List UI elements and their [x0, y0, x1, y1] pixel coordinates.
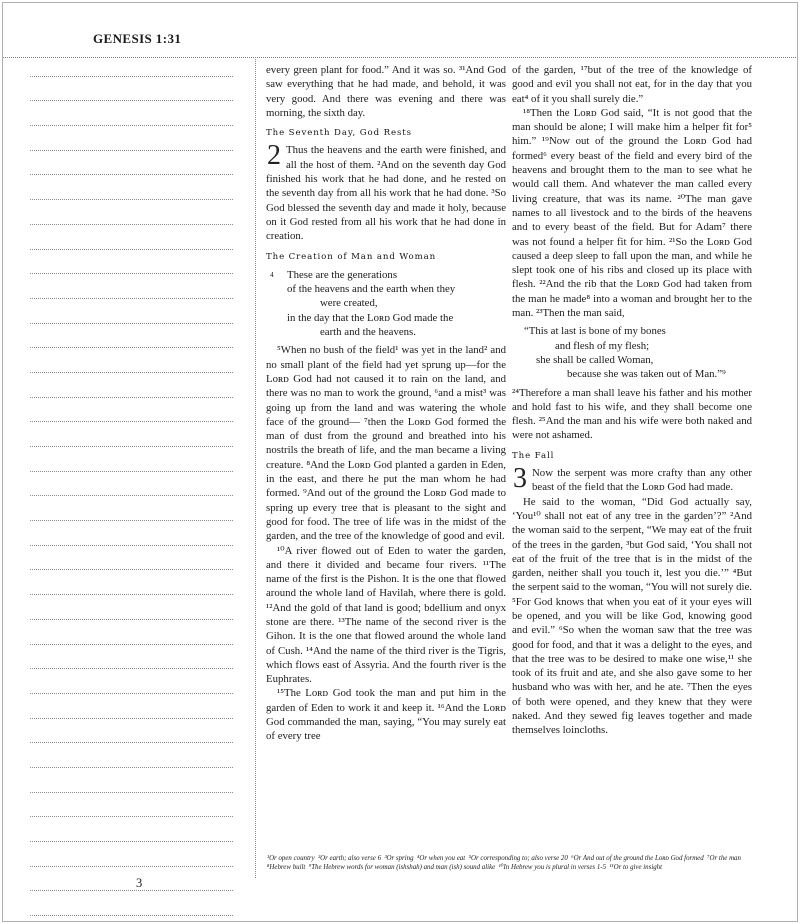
journal-ruled-line: [30, 719, 233, 744]
journal-ruled-line: [30, 52, 233, 77]
journal-ruled-line: [30, 891, 233, 916]
running-head: GENESIS 1:31: [93, 31, 182, 46]
text-column-right: [512, 63, 752, 738]
footnote-ref: ⁵: [468, 855, 472, 862]
journal-ruled-line: [30, 842, 233, 867]
journal-ruled-line: [30, 151, 233, 176]
footnote-ref: ¹: [267, 855, 270, 862]
chapter-number: 3: [513, 463, 527, 495]
journal-ruled-line: [30, 348, 233, 373]
poetry-line: These are the generations: [287, 268, 398, 281]
footnote: ²Or earth; also verse 6: [318, 855, 382, 862]
page-number: 3: [136, 876, 143, 890]
footnote-ref: ¹¹: [609, 864, 614, 871]
journal-ruled-line: [30, 496, 233, 521]
journal-ruled-line: [30, 299, 233, 324]
footnote-ref: ⁶: [571, 855, 574, 862]
footnote: ⁹The Hebrew words for woman (ishshah) and man (ish) sound alike: [308, 864, 496, 871]
journal-ruled-line: [30, 521, 233, 546]
journal-ruled-line: [30, 546, 233, 571]
poetry-line: in the day that the Lᴏʀᴅ God made the: [287, 311, 454, 324]
section-heading: The Fall: [512, 450, 555, 461]
footnote-ref: ⁴: [417, 855, 420, 862]
chapter-number: 2: [267, 140, 281, 172]
journal-ruled-line: [30, 324, 233, 349]
verse-paragraph: He said to the woman, “Did God actually say, ‘You¹⁰ shall not eat of any tree in the garden’?” ²And the woman said to the serpent, “We may eat of the fruit of the trees in the garden, ³but God said, ‘You shall not eat of the fruit of the tree that is in the midst of the garden, neither shall you touch it, lest you die.’” ⁴But the serpent said to the woman, “You will not surely die. ⁵For God knows that when you eat of it your eyes will be opened, and you will be like God, knowing good and evil.” ⁶So when the woman saw that the tree was good for food, and that it was a delight to the eyes, and that the tree was to be desired to make one wise,¹¹ she took of its fruit and ate, and she also gave some to her husband who was with her, and he ate. ⁷Then the eyes of both were opened, and they knew that they were naked. And they sewed fig leaves together and made themselves loincloths.: [512, 495, 752, 737]
poetry-block: [524, 324, 752, 381]
journal-ruled-line: [30, 447, 233, 472]
section-heading: The Seventh Day, God Rests: [266, 128, 412, 139]
journal-ruled-line: [30, 694, 233, 719]
verse-paragraph: ¹⁰A river flowed out of Eden to water the garden, and there it divided and became four rivers. ¹¹The name of the first is the Pishon. It is the one that flowed around the whole land of Havilah, where there is gold. ¹²And the gold of that land is good; bdellium and onyx stone are there. ¹³The name of the second river is the Gihon. It is the one that flowed around the whole land of Cush. ¹⁴And the name of the third river is the Tigris, which flows east of Assyria. And the fourth river is the Euphrates.: [266, 544, 506, 686]
journal-ruled-line: [30, 398, 233, 423]
text-column-left: [266, 63, 506, 744]
poetry-line: she shall be called Woman,: [536, 353, 654, 366]
footnotes: [267, 854, 756, 876]
journaling-margin: [30, 52, 233, 916]
journal-ruled-line: [30, 669, 233, 694]
footnote-ref: ⁷: [707, 855, 710, 862]
chapter-paragraph: 2 Thus the heavens and the earth were finished, and all the host of them. ²And on the seventh day God finished his work that he had done, and he rested on the seventh day from all his work that he had done. ³So God blessed the seventh day and made it holy, because on it God rested from all his work that he had done in creation.: [266, 140, 506, 243]
journal-ruled-line: [30, 77, 233, 102]
footnote-ref: ³: [384, 855, 387, 862]
journal-ruled-line: [30, 645, 233, 670]
footnote: ⁸Hebrew built: [267, 864, 306, 871]
verse-paragraph: ¹⁸Then the Lᴏʀᴅ God said, “It is not good that the man should be alone; I will make him a helper fit for⁵ him.” ¹⁹Now out of the ground the Lᴏʀᴅ God had formed⁶ every beast of the field and every bird of the heavens and brought them to the man to see what he would call them. And whatever the man called every living creature, that was its name. ²⁰The man gave names to all livestock and to the birds of the heavens and to every beast of the field. But for Adam⁷ there was not found a helper fit for him. ²¹So the Lᴏʀᴅ God caused a deep sleep to fall upon the man, and while he slept took one of his ribs and closed up its place with flesh. ²²And the rib that the Lᴏʀᴅ God had taken from the man he made⁸ into a woman and brought her to the man. ²³Then the man said,: [512, 106, 752, 320]
journal-ruled-line: [30, 126, 233, 151]
journal-ruled-line: [30, 793, 233, 818]
footnote: ⁷Or the man: [707, 855, 741, 862]
poetry-line: because she was taken out of Man.”⁹: [567, 368, 726, 381]
footnote-ref: ⁸: [267, 864, 270, 871]
verse-paragraph: ²⁴Therefore a man shall leave his father and his mother and hold fast to his wife, and they shall become one flesh. ²⁵And the man and his wife were both naked and were not ashamed.: [512, 386, 752, 442]
journal-ruled-line: [30, 743, 233, 768]
footnote: ³Or spring: [384, 855, 414, 862]
verse-paragraph: of the garden, ¹⁷but of the tree of the knowledge of good and evil you shall not eat, for in the day that you eat⁴ of it you shall surely die.”: [512, 64, 752, 105]
journal-ruled-line: [30, 373, 233, 398]
journal-ruled-line: [30, 225, 233, 250]
journal-ruled-line: [30, 620, 233, 645]
journal-ruled-line: [30, 768, 233, 793]
margin-divider-rule: [255, 57, 256, 878]
journal-ruled-line: [30, 200, 233, 225]
poetry-line: and flesh of my flesh;: [555, 339, 650, 352]
journal-ruled-line: [30, 422, 233, 447]
journal-ruled-line: [30, 101, 233, 126]
footnote-ref: ⁹: [308, 864, 312, 871]
journal-ruled-line: [30, 595, 233, 620]
footnote: ⁵Or corresponding to; also verse 20: [468, 855, 568, 862]
journal-ruled-line: [30, 472, 233, 497]
journal-ruled-line: [30, 274, 233, 299]
footnote: ¹⁰In Hebrew you is plural in verses 1-5: [498, 864, 607, 871]
chapter-paragraph: 3 Now the serpent was more crafty than any other beast of the field that the Lᴏʀᴅ God had made.: [513, 463, 752, 495]
footnote: ¹Or open country: [267, 855, 315, 862]
poetry-line: were created,: [320, 297, 378, 310]
section-heading: The Creation of Man and Woman: [266, 251, 437, 262]
verse-paragraph: every green plant for food.” And it was so. ³¹And God saw everything that he had made, and behold, it was very good. And there was evening and there was morning, the sixth day.: [266, 64, 506, 119]
journal-ruled-line: [30, 817, 233, 842]
poetry-line: earth and the heavens.: [320, 326, 416, 339]
poetry-line: “This at last is bone of my bones: [524, 325, 666, 338]
footnote-ref: ¹⁰: [498, 864, 504, 871]
verse-paragraph: ⁵When no bush of the field¹ was yet in the land² and no small plant of the field had yet sprung up—for the Lᴏʀᴅ God had not caused it to rain on the land, and there was no man to work the ground, ⁶and a mist³ was going up from the land and was watering the whole face of the ground— ⁷then the Lᴏʀᴅ God formed the man of dust from the ground and breathed into his nostrils the breath of life, and the man became a living creature. ⁸And the Lᴏʀᴅ God planted a garden in Eden, in the east, and there he put the man whom he had formed. ⁹And out of the ground the Lᴏʀᴅ God made to spring up every tree that is pleasant to the sight and good for food. The tree of life was in the midst of the garden, and the tree of the knowledge of good and evil.: [266, 344, 506, 543]
poetry-line: of the heavens and the earth when they: [287, 283, 456, 296]
journal-ruled-line: [30, 250, 233, 275]
journal-ruled-line: [30, 867, 233, 892]
journal-ruled-line: [30, 175, 233, 200]
footnote: ⁶Or And out of the ground the Lᴏʀᴅ God formed: [571, 855, 704, 862]
journal-ruled-line: [30, 570, 233, 595]
verse-number: 4: [270, 269, 274, 279]
verse-paragraph: ¹⁵The Lᴏʀᴅ God took the man and put him in the garden of Eden to work it and keep it. ¹⁶And the Lᴏʀᴅ God commanded the man, saying, “You may surely eat of every tree: [266, 687, 506, 743]
footnote: ¹¹Or to give insight: [609, 864, 663, 871]
footnote: ⁴Or when you eat: [417, 855, 466, 862]
poetry-block: [270, 268, 506, 339]
footnote-ref: ²: [318, 855, 321, 862]
